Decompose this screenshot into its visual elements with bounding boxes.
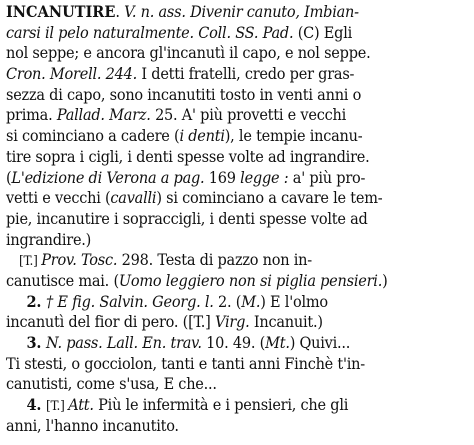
entry-line-21: anni, l'hanno incanutito. [6,416,179,435]
entry-line-20: 4. [T.] Att. Più le infermità e i pensieri, che gli [26,395,349,415]
entry-line-8: tire sopra i cigli, i denti spesse volte ad ingrandire. [6,147,370,166]
entry-line-16: incanutì del fior di pero. ([T.] Virg. Incanuit.) [6,313,323,332]
entry-line-6: prima. Pallad. Marz. 25. A' più provetti e vecchi [6,106,346,125]
entry-line-13: [T.] Prov. Tosc. 298. Testa di pazzo non in- [19,251,312,270]
entry-line-15: 2. † E fig. Salvin. Georg. l. 2. (M.) E l'olmo [26,291,328,311]
entry-line-7: si cominciano a cadere (i denti), le tempie incanu- [6,127,363,146]
entry-line-5: sezza di capo, sono incanutiti tosto in venti anni o [6,85,362,104]
entry-line-14: canutisce mai. (Uomo leggiero non si piglia pensieri.) [6,271,388,290]
entry-line-17: 3. N. pass. Lall. En. trav. 10. 49. (Mt.) Quivi... [26,333,351,352]
headword: INCANUTIRE [6,2,116,21]
entry-line-12: ingrandire.) [6,230,92,249]
entry-line-11: pie, incanutire i sopraccigli, i denti spesse volte ad [6,209,368,228]
entry-line-1: INCANUTIRE. V. n. ass. Divenir canuto, Imbian- [6,2,359,21]
entry-line-18: Ti stesti, o gocciolon, tanti e tanti anni Finchè t'in- [6,354,365,373]
entry-line-9: (L'edizione di Verona a pag. 169 legge : a' più pro- [6,168,366,187]
dictionary-entry-incanutire [6,2,467,436]
entry-line-3: nol seppe; e ancora gl'incanutì il capo, e nol seppe. [6,44,371,63]
entry-line-10: vetti e vecchi (cavalli) si cominciano a cavare le tem- [6,189,383,208]
entry-line-19: canutisti, come s'usa, E che... [6,375,217,394]
entry-line-4: Cron. Morell. 244. I detti fratelli, credo per gras- [6,65,355,84]
entry-line-2: carsi il pelo naturalmente. Coll. SS. Pad. (C) Egli [6,23,353,42]
